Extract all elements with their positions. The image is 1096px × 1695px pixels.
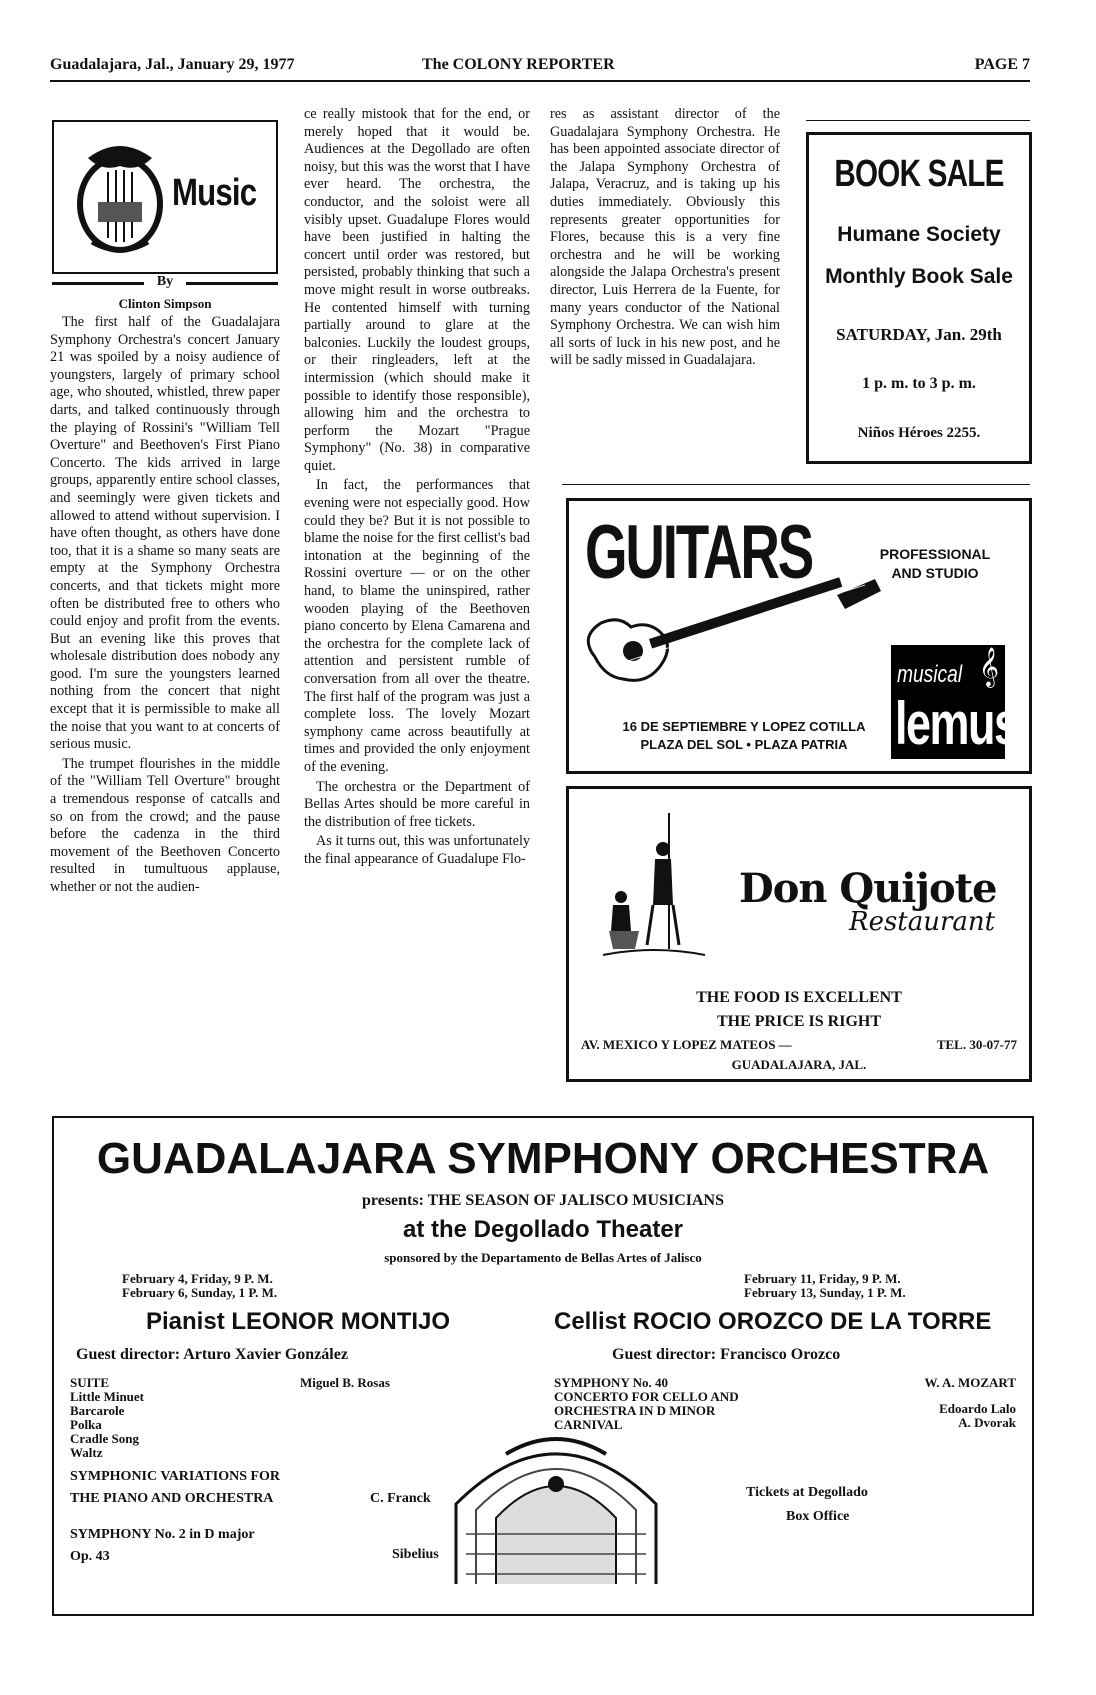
article-column-1 xyxy=(50,314,280,899)
theater-illustration-icon xyxy=(446,1414,666,1588)
restaurant-ad xyxy=(566,786,1032,1082)
tickets-line-1: Tickets at Degollado xyxy=(746,1485,868,1500)
ad-rule xyxy=(562,484,1030,485)
date-entry: February 4, Friday, 9 P. M. xyxy=(122,1271,273,1286)
restaurant-sub: Restaurant xyxy=(849,907,996,937)
restaurant-city: GUADALAJARA, JAL. xyxy=(731,1057,867,1072)
guitars-tag-1: PROFESSIONAL xyxy=(879,546,991,562)
program-item: CARNIVAL xyxy=(554,1417,623,1432)
guest-director-left: Guest director: Arturo Xavier González xyxy=(76,1346,348,1363)
program-item: Barcarole xyxy=(70,1403,125,1418)
book-sale-title: BOOK SALE xyxy=(834,153,1004,195)
byline-rule-left xyxy=(52,282,144,285)
paper-name: The COLONY REPORTER xyxy=(422,56,615,73)
restaurant-line-1: THE FOOD IS EXCELLENT xyxy=(696,989,902,1006)
lemus-logo xyxy=(891,645,1018,759)
article-paragraph: The trumpet flourishes in the middle of the "William Tell Overture" brought a tremendous response of catcalls and so on from the crowd; and the pause before the cadenza in the third movement of the Beethoven Concerto resulted in tumultuous applause, whether or not the audien- xyxy=(50,755,280,895)
guitar-icon xyxy=(575,561,885,691)
restaurant-phone: TEL. 30-07-77 xyxy=(936,1037,1017,1052)
byline-by: By xyxy=(156,274,174,289)
composer: A. Dvorak xyxy=(958,1415,1016,1430)
program-right-composers xyxy=(866,1402,1016,1430)
restaurant-address: AV. MEXICO Y LOPEZ MATEOS — xyxy=(581,1037,792,1052)
issue-date: Guadalajara, Jal., January 29, 1977 xyxy=(50,56,295,73)
book-sale-ad xyxy=(806,132,1032,464)
article-column-2 xyxy=(304,106,530,871)
date-entry: February 13, Sunday, 1 P. M. xyxy=(744,1285,906,1300)
variations-title-2: THE PIANO AND ORCHESTRA xyxy=(70,1491,274,1506)
guitars-address-2: PLAZA DEL SOL • PLAZA PATRIA xyxy=(640,737,848,752)
byline-rule-right xyxy=(186,282,278,285)
date-entry: February 6, Sunday, 1 P. M. xyxy=(122,1285,278,1300)
dates-right xyxy=(744,1272,906,1300)
orchestra-ad xyxy=(52,1118,1034,1616)
program-item: SYMPHONY No. 40 xyxy=(554,1375,668,1390)
symphony-title-1: SYMPHONY No. 2 in D major xyxy=(70,1527,255,1542)
book-sale-time: 1 p. m. to 3 p. m. xyxy=(862,375,976,392)
book-sale-subtitle: Monthly Book Sale xyxy=(825,265,1013,288)
program-item: Little Minuet xyxy=(70,1389,145,1404)
don-quijote-figure-icon xyxy=(599,809,709,959)
article-paragraph: In fact, the performances that evening were not especially good. How could they be? But it is not possible to blame the noise for the first cellist's bad intonation at the beginning of the Rossini overture — or on the other hand, to blame the uninspired, rather wooden playing of the Beethoven piano concerto by Elena Camarena and the orchestra for the complete lack of attention and persistent rumble of conversation from all over the theatre. The first half of the program was just a complete loss. The lovely Mozart symphony came across beautifully at times and provided the only enjoyment of the evening. xyxy=(304,477,530,775)
orchestra-presents: presents: THE SEASON OF JALISCO MUSICIANS xyxy=(362,1192,724,1209)
restaurant-line-2: THE PRICE IS RIGHT xyxy=(716,1013,882,1030)
cellist-name: Cellist ROCIO OROZCO DE LA TORRE xyxy=(554,1308,992,1335)
variations-composer: C. Franck xyxy=(370,1491,431,1506)
lemus-logo-main: lemus xyxy=(895,690,1018,757)
tickets-line-2: Box Office xyxy=(786,1509,850,1524)
guest-director-right: Guest director: Francisco Orozco xyxy=(612,1346,841,1363)
symphony-composer: Sibelius xyxy=(392,1547,439,1562)
column-title: Music xyxy=(172,172,257,214)
composer: Edoardo Lalo xyxy=(939,1401,1016,1416)
article-column-3 xyxy=(550,106,780,372)
treble-clef-icon: 𝄞 xyxy=(978,649,999,686)
orchestra-venue: at the Degollado Theater xyxy=(402,1216,684,1243)
book-sale-org: Humane Society xyxy=(837,223,1001,246)
program-left xyxy=(70,1376,144,1460)
author-name: Clinton Simpson xyxy=(118,296,212,311)
orchestra-sponsor: sponsored by the Departamento de Bellas Artes of Jalisco xyxy=(384,1250,702,1265)
guitars-tag-2: AND STUDIO xyxy=(891,565,979,581)
symphony-title-2: Op. 43 xyxy=(70,1549,110,1564)
guitars-address-1: 16 DE SEPTIEMBRE Y LOPEZ COTILLA xyxy=(622,719,866,734)
guitars-ad xyxy=(566,498,1032,774)
article-paragraph: As it turns out, this was unfortunately the final appearance of Guadalupe Flo- xyxy=(304,833,530,867)
music-column-logo xyxy=(52,120,278,274)
program-left-composer: Miguel B. Rosas xyxy=(300,1375,390,1390)
lyre-icon xyxy=(68,138,172,258)
restaurant-name: Don Quijote xyxy=(739,865,997,912)
pianist-name: Pianist LEONOR MONTIJO xyxy=(146,1308,451,1335)
program-item: Waltz xyxy=(70,1445,103,1460)
article-paragraph: The first half of the Guadalajara Symphony Orchestra's concert January 21 was spoiled by a noisy audience of youngsters, largely of primary school age, who shouted, whistled, threw paper darts, and talked continuously through the playing of Rossini's "William Tell Overture" and Beethoven's First Piano Concerto. The kids arrived in large groups, apparently entire school classes, and seemingly were given tickets and allowed to attend without supervision. I have often thought, as others have done too, that it is a shame so many seats are empty at the Symphony Orchestra concerts, and that tickets might more often be distributed free to others who could enjoy and profit from the events. But an evening like this proves that wholesale distribution does nobody any good. I'm sure the youngsters learned nothing from the concert that night except that it is permissible to make all the noise that you want to at concerts of serious music. xyxy=(50,314,280,753)
guitars-tagline xyxy=(875,545,995,583)
date-entry: February 11, Friday, 9 P. M. xyxy=(744,1271,901,1286)
article-paragraph: The orchestra or the Department of Bellas Artes should be more careful in the distribution of free tickets. xyxy=(304,778,530,830)
program-item: ORCHESTRA IN D MINOR xyxy=(554,1403,716,1418)
dates-left xyxy=(122,1272,277,1300)
page-header xyxy=(50,56,1030,80)
guitars-headline: GUITARS xyxy=(585,510,813,595)
program-item: Polka xyxy=(70,1417,102,1432)
orchestra-title: GUADALAJARA SYMPHONY ORCHESTRA xyxy=(96,1134,990,1183)
byline xyxy=(52,274,278,294)
header-rule xyxy=(50,80,1030,82)
program-item: CONCERTO FOR CELLO AND xyxy=(554,1389,739,1404)
program-item: SUITE xyxy=(70,1375,110,1390)
article-paragraph: ce really mistook that for the end, or merely hoped that it would be. Audiences at the Degollado are often noisy, but this was the worst that I have ever heard. The orchestra, the conductor, and the soloist were all visibly upset. Guadalupe Flores would have been justified in halting the concert until order was restored, but persisted, probably thinking that such a move might result in worse outbreaks. He contented himself with turning partially around to glare at the balconies. Luckily the loudest groups, or their ringleaders, left at the intermission (which should make it possible to identify those responsible), allowing him and the orchestra to perform the Mozart "Prague Symphony" (No. 38) in comparative quiet. xyxy=(304,106,530,474)
program-right-composer: W. A. MOZART xyxy=(924,1375,1016,1390)
book-sale-date: SATURDAY, Jan. 29th xyxy=(836,325,1002,344)
article-paragraph: res as assistant director of the Guadalajara Symphony Orchestra. He has been appointed associate director of the Jalapa Symphony Orchestra of Jalapa, Veracruz, and is taking up his duties immediately. Obviously this represents greater opportunities for Flores, because this is a very fine orchestra and he will be working alongside the Jalapa Orchestra's present director, Luis Herrera de la Fuente, for many years conductor of the National Symphony Orchestra. We can wish him all sorts of luck in his new post, and he will be sadly missed in Guadalajara. xyxy=(550,106,780,369)
ad-rule xyxy=(806,120,1030,121)
lemus-logo-top: musical xyxy=(897,661,963,688)
book-sale-address: Niños Héroes 2255. xyxy=(857,425,981,441)
page-number: PAGE 7 xyxy=(974,56,1030,73)
variations-title-1: SYMPHONIC VARIATIONS FOR xyxy=(70,1469,281,1484)
program-item: Cradle Song xyxy=(70,1431,139,1446)
